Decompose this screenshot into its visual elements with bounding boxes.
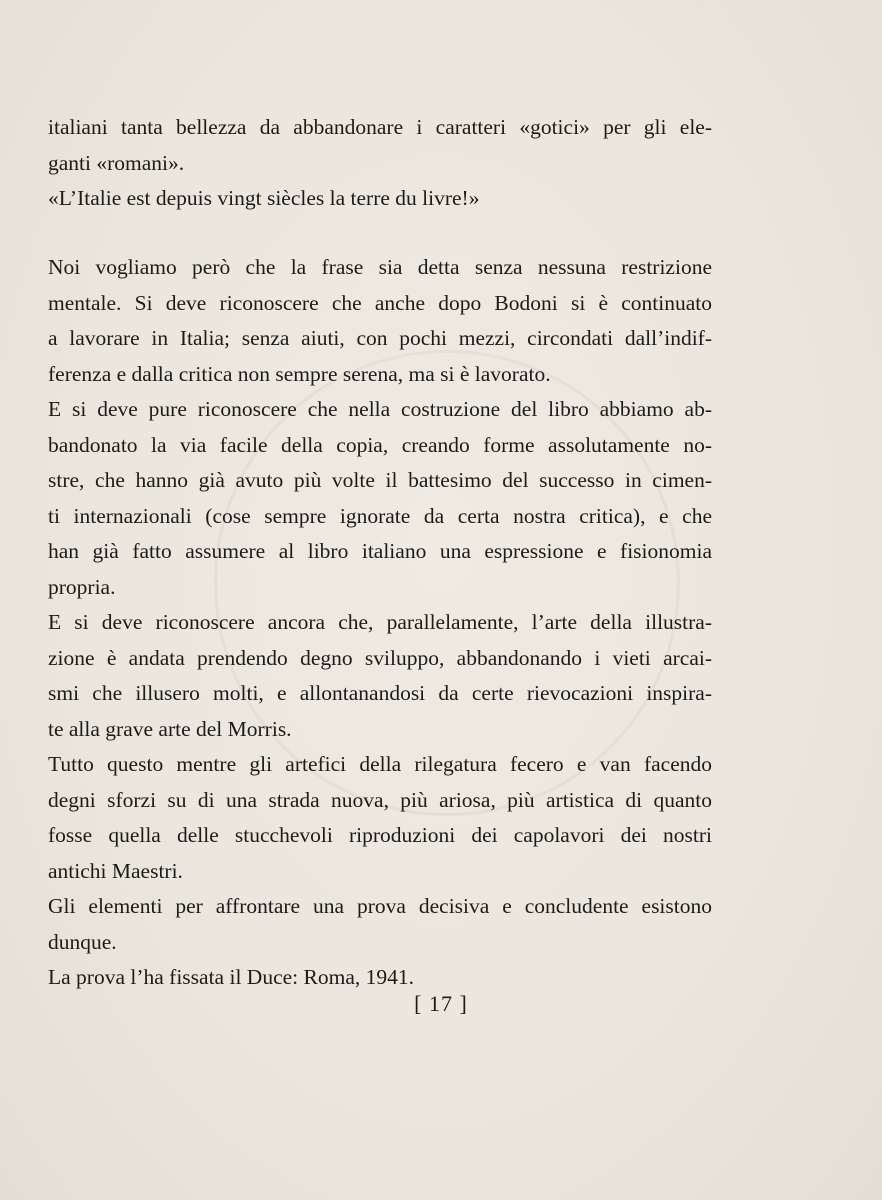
text-line: ferenza e dalla critica non sempre serena, ma si è lavorato. — [48, 361, 551, 386]
text-line: stre, che hanno già avuto più volte il battesimo del successo in cimen- — [48, 468, 712, 492]
text-line: E si deve riconoscere ancora che, parallelamente, l’arte della illustra- — [48, 610, 712, 634]
text-line: Noi vogliamo però che la frase sia detta senza nessuna restrizione — [48, 255, 712, 279]
text-line: E si deve pure riconoscere che nella costruzione del libro abbiamo ab- — [48, 397, 712, 421]
text-line: ganti «romani». — [48, 150, 185, 175]
text-line: smi che illusero molti, e allontanandosi da certe rievocazioni inspira- — [48, 681, 712, 705]
text-line: italiani tanta bellezza da abbandonare i caratteri «gotici» per gli ele- — [48, 115, 712, 139]
text-line: La prova l’ha fissata il Duce: Roma, 1941. — [48, 965, 414, 989]
quotation-line: «L’Italie est depuis vingt siècles la terre du livre!» — [48, 186, 480, 210]
page-number: [ 17 ] — [414, 991, 468, 1016]
text-line: antichi Maestri. — [48, 858, 183, 883]
text-line: degni sforzi su di una strada nuova, più ariosa, più artistica di quanto — [48, 787, 712, 812]
text-line: ti internazionali (cose sempre ignorate da certa nostra critica), e che — [48, 503, 712, 528]
text-line: han già fatto assumere al libro italiano una espressione e fisionomia — [48, 539, 712, 563]
text-line: a lavorare in Italia; senza aiuti, con pochi mezzi, circondati dall’indif- — [48, 326, 712, 350]
text-line: zione è andata prendendo degno sviluppo, abbandonando i vieti arcai- — [48, 645, 712, 670]
main-text — [48, 250, 712, 996]
text-line: Gli elementi per affrontare una prova decisiva e concludente esistono — [48, 894, 712, 918]
text-line: mentale. Si deve riconoscere che anche dopo Bodoni si è continuato — [48, 290, 712, 315]
text-line: bandonato la via facile della copia, creando forme assolutamente no- — [48, 432, 712, 457]
text-line: propria. — [48, 574, 116, 599]
text-line: te alla grave arte del Morris. — [48, 716, 292, 741]
text-line: Tutto questo mentre gli artefici della rilegatura fecero e van facendo — [48, 752, 712, 776]
page-crease-line — [700, 0, 858, 1]
text-line: dunque. — [48, 929, 117, 954]
intro-paragraph — [48, 110, 712, 217]
text-line: fosse quella delle stucchevoli riproduzioni dei capolavori dei nostri — [48, 823, 712, 847]
